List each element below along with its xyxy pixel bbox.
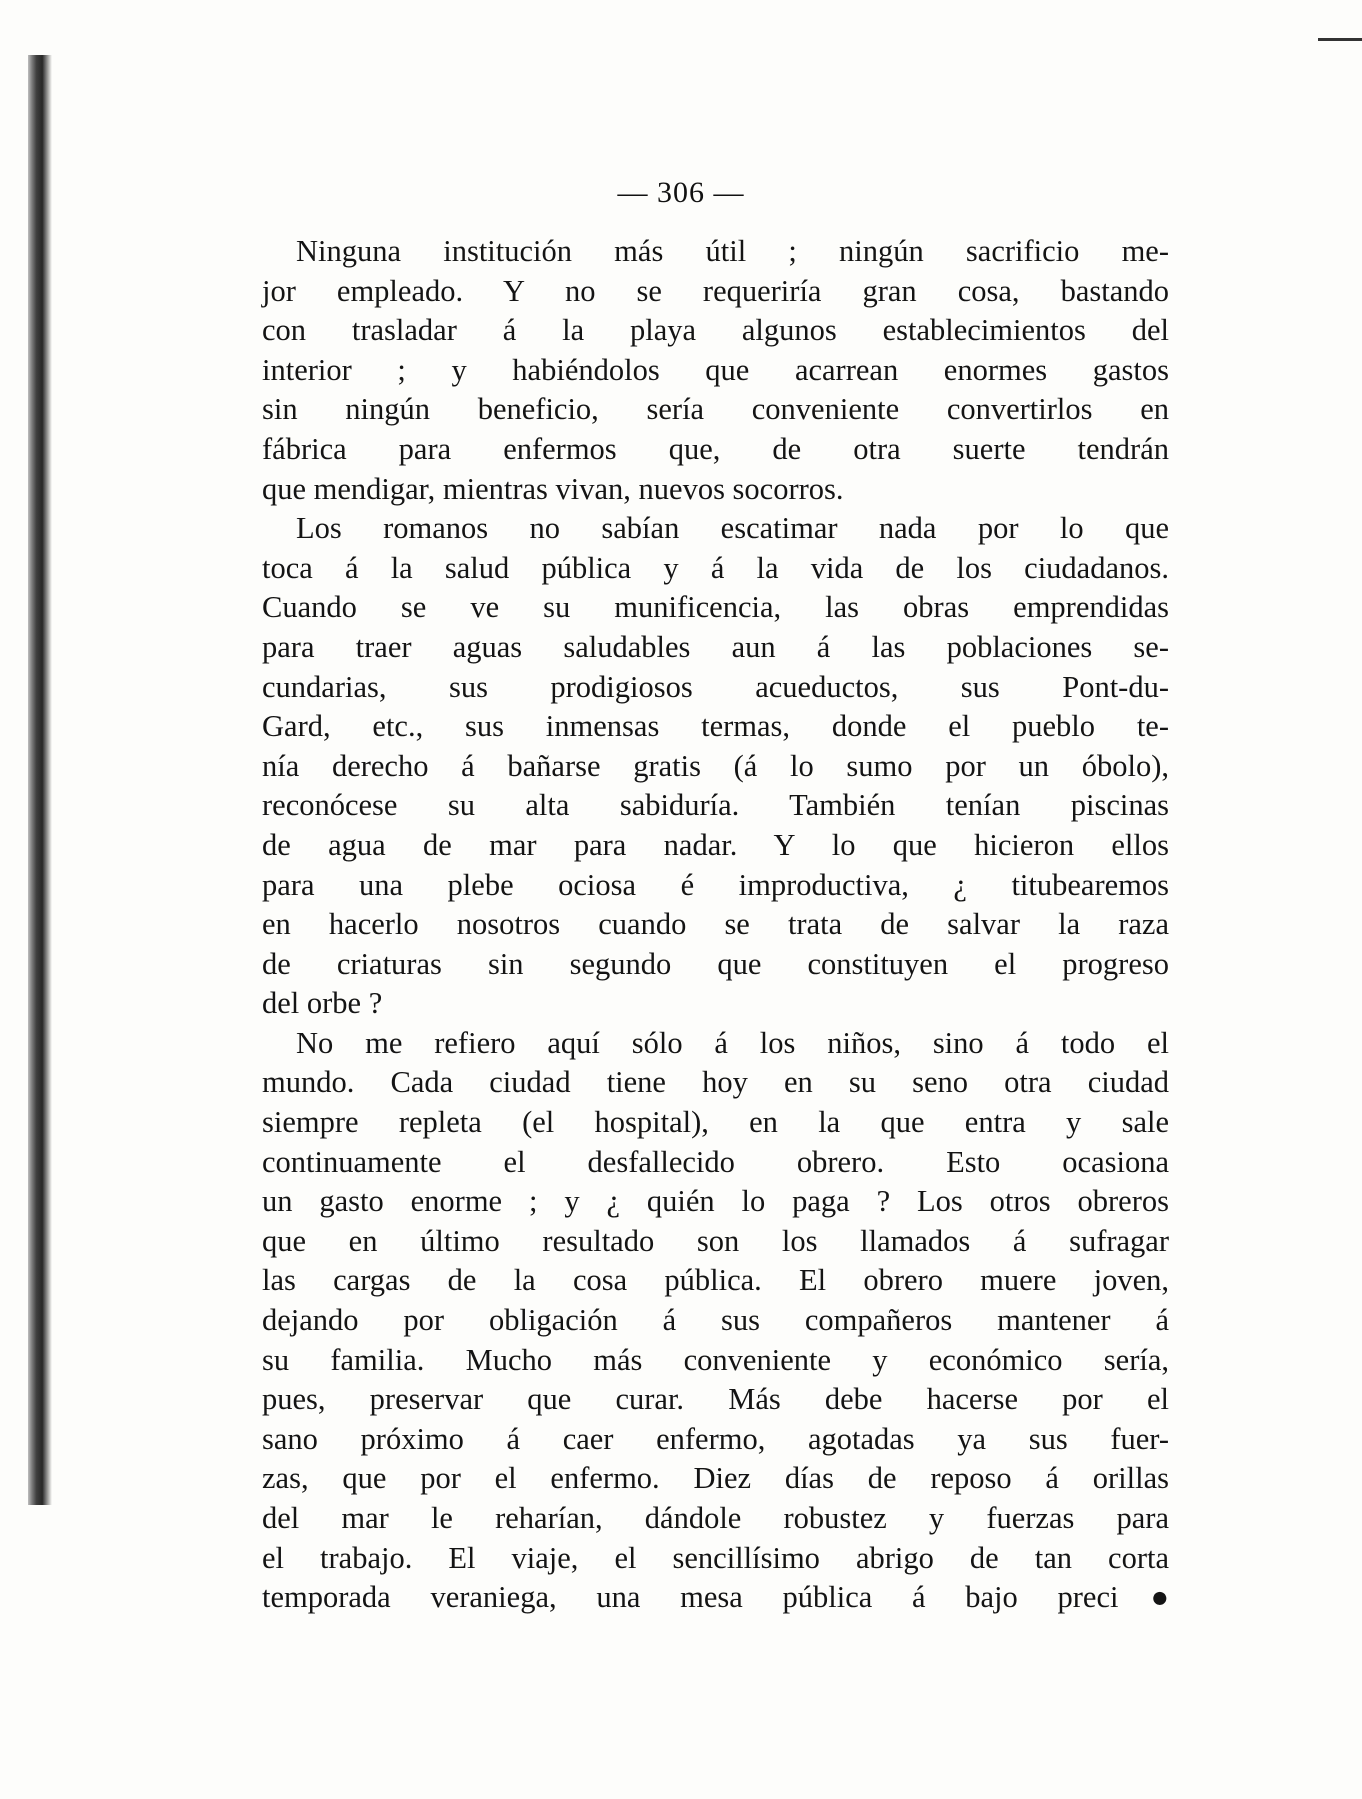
text-line: zas, que por el enfermo. Diez días de reposo á orillas [262, 1461, 1169, 1496]
page-number: — 306 — [617, 176, 745, 209]
text-line: de agua de mar para nadar. Y lo que hicieron ellos [262, 827, 1169, 862]
text-line: jor empleado. Y no se requeriría gran cosa, bastando [262, 273, 1169, 308]
text-line: siempre repleta (el hospital), en la que entra y sale [262, 1105, 1169, 1140]
text-line: las cargas de la cosa pública. El obrero muere joven, [262, 1263, 1169, 1298]
text-line: reconócese su alta sabiduría. También tenían piscinas [262, 788, 1169, 823]
text-line: Gard, etc., sus inmensas termas, donde el pueblo te- [262, 709, 1169, 744]
text-line: toca á la salud pública y á la vida de los ciudadanos. [262, 550, 1169, 585]
text-line: nía derecho á bañarse gratis (á lo sumo por un óbolo), [262, 748, 1169, 783]
text-line: un gasto enorme ; y ¿ quién lo paga ? Los otros obreros [262, 1184, 1169, 1219]
text-line: Cuando se ve su munificencia, las obras emprendidas [262, 590, 1169, 625]
text-line: cundarias, sus prodigiosos acueductos, sus Pont-du- [262, 669, 1169, 704]
text-line: fábrica para enfermos que, de otra suerte tendrán [262, 431, 1169, 466]
text-line: que en último resultado son los llamados á sufragar [262, 1223, 1169, 1258]
binding-shadow [28, 55, 42, 1505]
text-line: pues, preservar que curar. Más debe hacerse por el [262, 1382, 1169, 1417]
text-line: con trasladar á la playa algunos establecimientos del [262, 313, 1169, 348]
text-line: No me refiero aquí sólo á los niños, sino á todo el [296, 1025, 1169, 1060]
text-line: sin ningún beneficio, sería conveniente convertirlos en [262, 392, 1169, 427]
text-line: su familia. Mucho más conveniente y económico sería, [262, 1342, 1169, 1377]
text-line: el trabajo. El viaje, el sencillísimo abrigo de tan corta [262, 1540, 1169, 1575]
text-line: para una plebe ociosa é improductiva, ¿ titubearemos [262, 867, 1169, 902]
text-line: Ninguna institución más útil ; ningún sacrificio me- [296, 234, 1169, 268]
text-line: sano próximo á caer enfermo, agotadas ya sus fuer- [262, 1421, 1169, 1456]
text-line: temporada veraniega, una mesa pública á bajo preci● [262, 1580, 1169, 1615]
text-line: que mendigar, mientras vivan, nuevos socorros. [262, 471, 844, 506]
binding-shadow-fade [42, 55, 52, 1505]
text-line: del orbe ? [262, 986, 383, 1021]
text-line: en hacerlo nosotros cuando se trata de salvar la raza [262, 907, 1169, 942]
body-text [262, 232, 1169, 1618]
text-line: del mar le reharían, dándole robustez y fuerzas para [262, 1501, 1169, 1535]
text-line: de criaturas sin segundo que constituyen el progreso [262, 946, 1169, 981]
text-line: interior ; y habiéndolos que acarrean enormes gastos [262, 352, 1169, 387]
corner-mark [1318, 38, 1362, 41]
text-line: para traer aguas saludables aun á las poblaciones se- [262, 629, 1169, 664]
text-line: Los romanos no sabían escatimar nada por lo que [296, 511, 1169, 546]
text-line: dejando por obligación á sus compañeros mantener á [262, 1303, 1169, 1338]
text-line: continuamente el desfallecido obrero. Esto ocasiona [262, 1144, 1169, 1179]
text-line: mundo. Cada ciudad tiene hoy en su seno otra ciudad [262, 1065, 1169, 1100]
